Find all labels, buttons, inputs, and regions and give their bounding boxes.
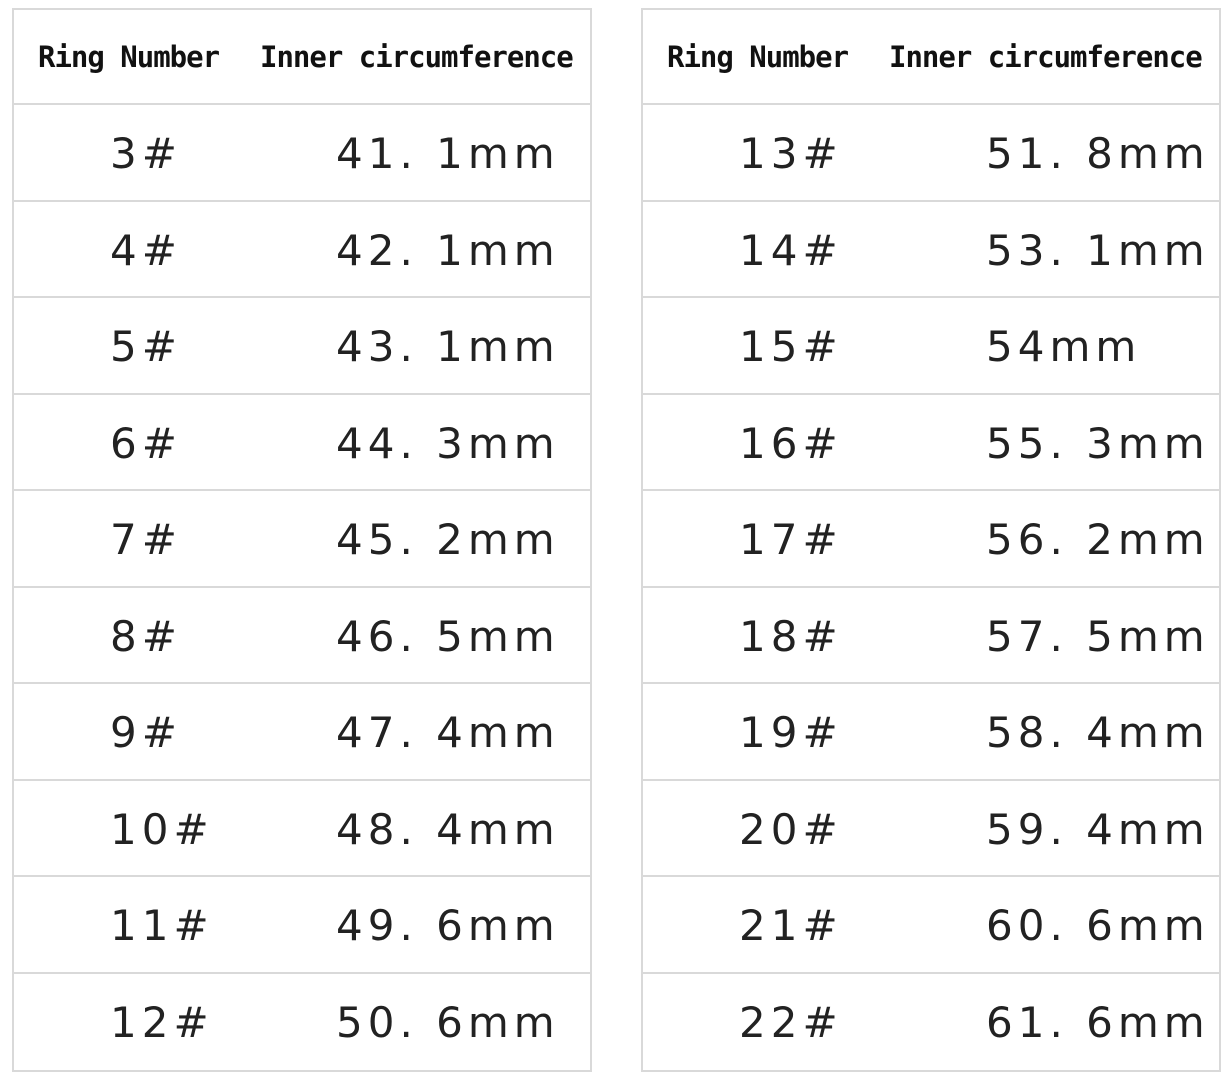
inner-circumference-cell: 50. 6mm [336,997,560,1047]
table-row [14,491,590,588]
table-row [14,298,590,395]
ring-number-cell: 16# [739,418,843,468]
ring-number-header: Ring Number [38,40,220,74]
inner-circumference-cell: 54mm [986,322,1142,371]
inner-circumference-cell: 49. 6mm [336,901,560,950]
table-row [14,781,590,878]
ring-number-cell: 6# [110,418,182,468]
ring-number-header: Ring Number [667,40,849,74]
table-header-row [643,10,1219,105]
table-row [643,877,1219,974]
ring-number-cell: 18# [739,611,843,661]
inner-circumference-cell: 42. 1mm [336,225,560,275]
inner-circumference-cell: 57. 5mm [986,611,1210,661]
ring-number-cell: 8# [110,611,182,661]
ring-number-cell: 10# [110,804,214,854]
inner-circumference-cell: 53. 1mm [986,225,1210,275]
ring-number-cell: 22# [739,997,843,1047]
inner-circumference-cell: 56. 2mm [986,515,1210,564]
table-row [643,491,1219,588]
inner-circumference-cell: 59. 4mm [986,804,1210,854]
inner-circumference-cell: 45. 2mm [336,515,560,564]
ring-number-cell: 15# [739,322,843,371]
table-row [14,105,590,202]
table-row [643,974,1219,1071]
table-body [14,105,590,1070]
table-row [643,298,1219,395]
inner-circumference-cell: 55. 3mm [986,418,1210,468]
table-header-row [14,10,590,105]
ring-number-cell: 12# [110,997,214,1047]
ring-number-cell: 11# [110,901,214,950]
inner-circumference-header: Inner circumference [260,40,573,74]
ring-number-cell: 17# [739,515,843,564]
table-row [643,105,1219,202]
table-body [643,105,1219,1070]
table-row [14,202,590,299]
inner-circumference-cell: 47. 4mm [336,708,560,757]
table-row [643,395,1219,492]
inner-circumference-header: Inner circumference [889,40,1202,74]
table-row [643,588,1219,685]
table-row [643,781,1219,878]
inner-circumference-cell: 41. 1mm [336,129,560,178]
ring-number-cell: 13# [739,129,843,178]
inner-circumference-cell: 43. 1mm [336,322,560,371]
ring-number-cell: 7# [110,515,182,564]
inner-circumference-cell: 48. 4mm [336,804,560,854]
ring-size-table-left [12,8,592,1072]
table-row [14,974,590,1071]
ring-number-cell: 21# [739,901,843,950]
ring-number-cell: 14# [739,225,843,275]
inner-circumference-cell: 51. 8mm [986,129,1210,178]
ring-number-cell: 4# [110,225,182,275]
table-row [643,684,1219,781]
table-row [14,395,590,492]
inner-circumference-cell: 60. 6mm [986,901,1210,950]
ring-number-cell: 9# [110,708,182,757]
inner-circumference-cell: 61. 6mm [986,997,1210,1047]
ring-number-cell: 3# [110,129,182,178]
ring-number-cell: 20# [739,804,843,854]
table-row [14,877,590,974]
ring-size-table-right [641,8,1221,1072]
ring-number-cell: 5# [110,322,182,371]
inner-circumference-cell: 58. 4mm [986,708,1210,757]
inner-circumference-cell: 46. 5mm [336,611,560,661]
table-row [14,684,590,781]
ring-number-cell: 19# [739,708,843,757]
table-row [14,588,590,685]
table-row [643,202,1219,299]
inner-circumference-cell: 44. 3mm [336,418,560,468]
